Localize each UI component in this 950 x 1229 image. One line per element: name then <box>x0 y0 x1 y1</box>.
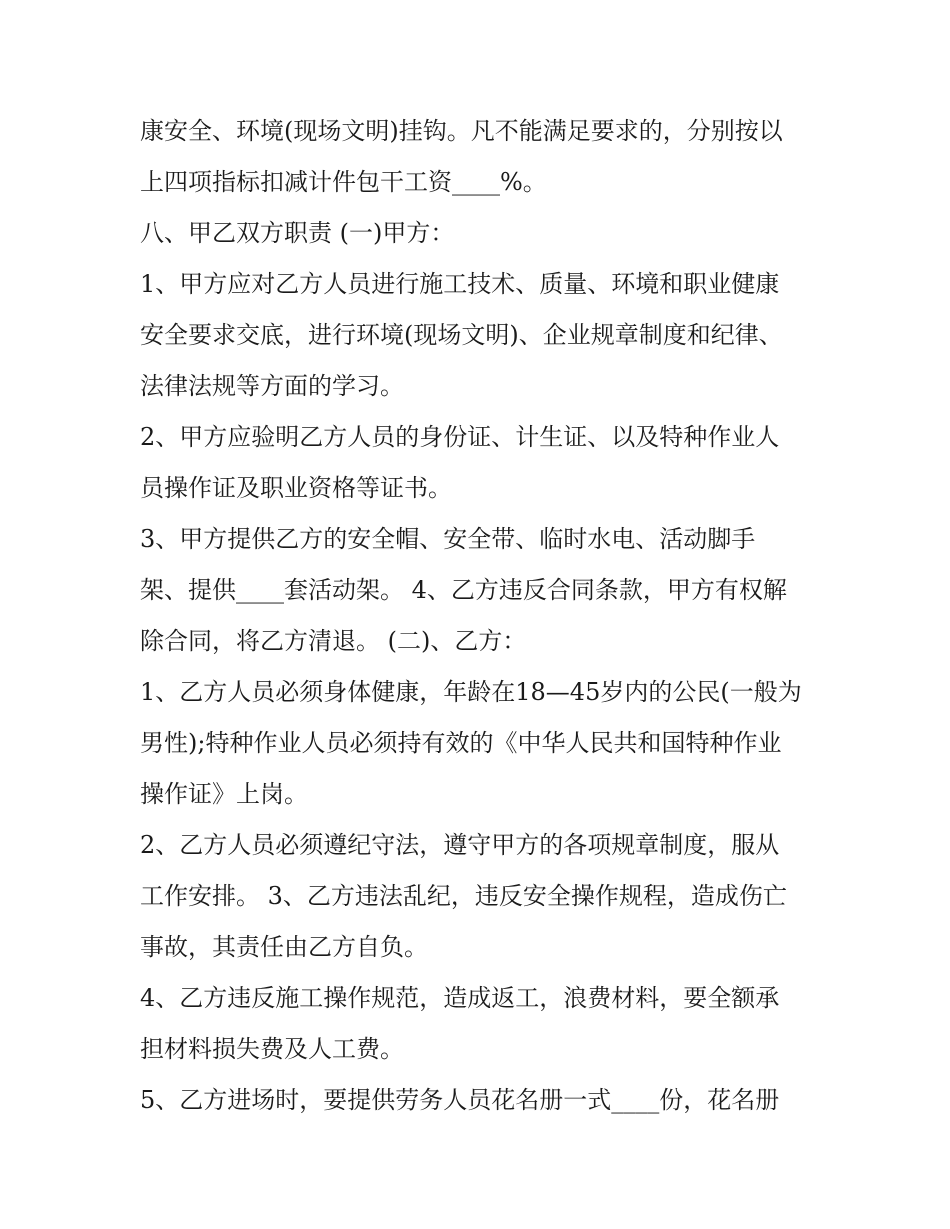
text-line: 法律法规等方面的学习。 <box>140 372 404 400</box>
text-line: 1、甲方应对乙方人员进行施工技术、质量、环境和职业健康 <box>140 270 780 298</box>
text-line: 员操作证及职业资格等证书。 <box>140 474 452 502</box>
text-line: 康安全、环境(现场文明)挂钩。凡不能满足要求的，分别按以 <box>140 117 783 145</box>
text-line: 除合同，将乙方清退。 (二)、乙方： <box>140 627 527 655</box>
text-line: 工作安排。 3、乙方违法乱纪，违反安全操作规程，造成伤亡 <box>140 882 787 910</box>
section-heading: 八、甲乙双方职责 (一)甲方： <box>140 219 455 247</box>
text-line: 2、乙方人员必须遵纪守法，遵守甲方的各项规章制度，服从 <box>140 831 780 859</box>
text-line: 3、甲方提供乙方的安全帽、安全带、临时水电、活动脚手 <box>140 525 756 553</box>
text-line: 操作证》上岗。 <box>140 780 308 808</box>
text-line: 2、甲方应验明乙方人员的身份证、计生证、以及特种作业人 <box>140 423 780 451</box>
text-line: 1、乙方人员必须身体健康，年龄在18—45岁内的公民(一般为 <box>140 678 802 706</box>
text-line: 安全要求交底，进行环境(现场文明)、企业规章制度和纪律、 <box>140 321 783 349</box>
text-line: 事故，其责任由乙方自负。 <box>140 933 428 961</box>
text-line: 架、提供____套活动架。 4、乙方违反合同条款，甲方有权解 <box>140 576 787 604</box>
text-line: 担材料损失费及人工费。 <box>140 1035 404 1063</box>
text-line: 男性);特种作业人员必须持有效的《中华人民共和国特种作业 <box>140 729 782 757</box>
text-line: 上四项指标扣减计件包干工资____%。 <box>140 168 547 196</box>
contract-text <box>140 106 840 1126</box>
text-line: 5、乙方进场时，要提供劳务人员花名册一式____份，花名册 <box>140 1086 780 1114</box>
text-line: 4、乙方违反施工操作规范，造成返工，浪费材料，要全额承 <box>140 984 780 1012</box>
